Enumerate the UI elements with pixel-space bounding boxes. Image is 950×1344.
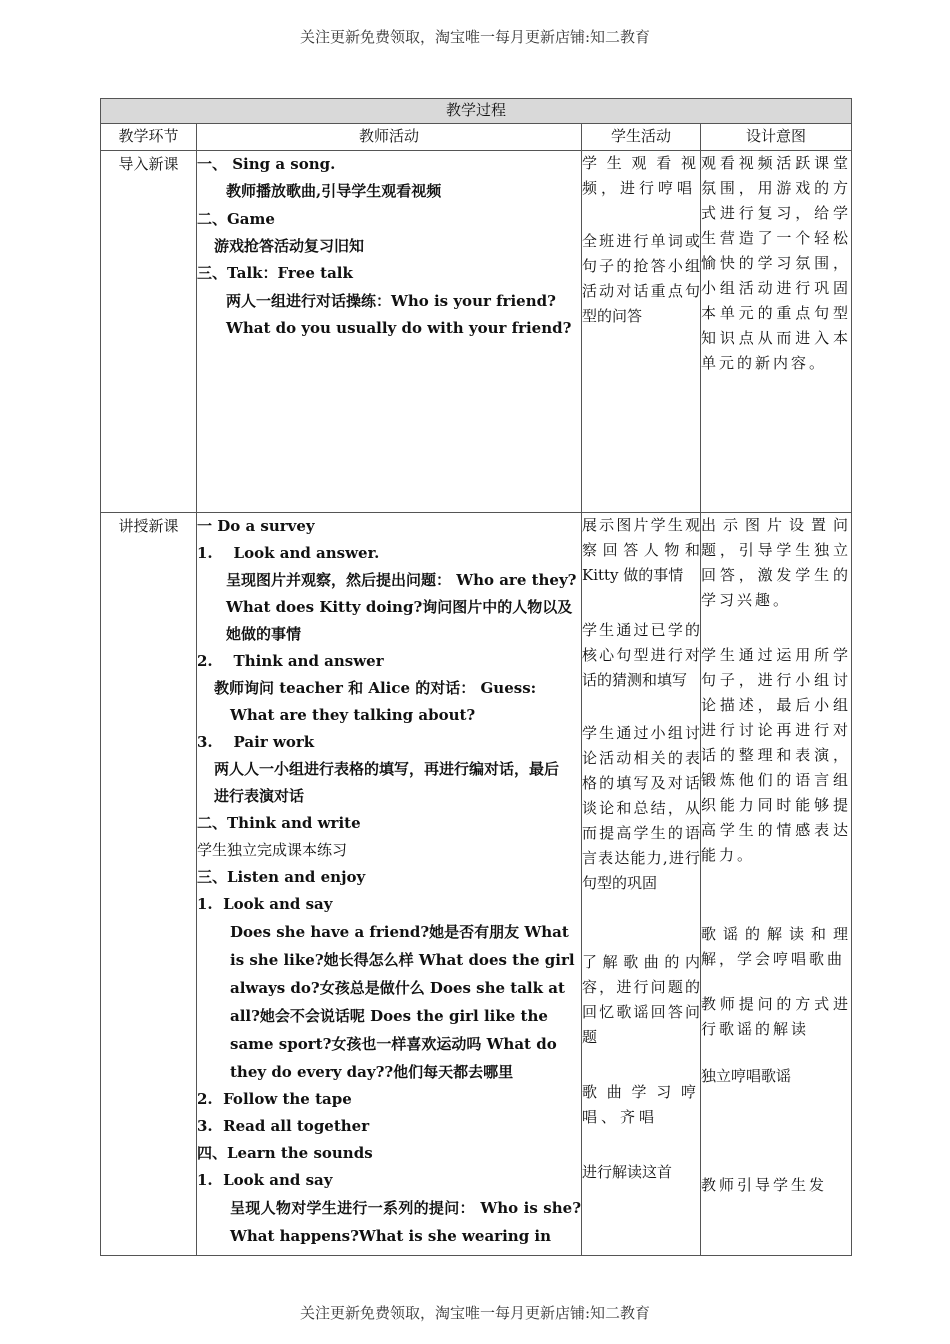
column-header-intent: 设计意图 xyxy=(701,124,852,151)
list-item: 二、Game xyxy=(197,210,275,228)
list-item: Does she have a friend?她是否有朋友 What is she like?她长得怎么样 What does the girl always do?女孩总是做什么 Does she talk at all?她会不会说话呢 Does the girl like the same sport?女孩也一样喜欢运动吗 What do they do every day??他们每天都去哪里 xyxy=(230,923,575,1081)
table-row xyxy=(101,513,852,1256)
design-intent-cell xyxy=(701,151,852,513)
table-title: 教学过程 xyxy=(101,99,852,124)
list-item: 学生通过小组讨论活动相关的表格的填写及对话谈论和总结，从而提高学生的语言表达能力,进行句型的巩固 xyxy=(582,724,700,892)
list-item: 呈现图片并观察，然后提出问题： Who are they?What does Kitty doing?询问图片中的人物以及她做的事情 xyxy=(226,571,577,643)
list-item: 出示图片设置问题，引导学生独立回答，激发学生的学习兴趣。 xyxy=(701,516,852,609)
stage-cell: 导入新课 xyxy=(101,151,197,513)
list-item: 1. Look and answer. xyxy=(197,544,380,562)
list-item: 学生观看视频，进行哼唱 xyxy=(582,154,700,197)
header-row xyxy=(101,124,852,151)
list-item: 游戏抢答活动复习旧知 xyxy=(214,237,365,255)
list-item: 教师提问的方式进行歌谣的解读 xyxy=(701,995,852,1038)
list-item: 了解歌曲的内容，进行问题的回忆歌谣回答问题 xyxy=(582,953,700,1046)
page-header: 关注更新免费领取，淘宝唯一每月更新店铺:知二教育 xyxy=(299,28,651,46)
list-item: 学生独立完成课本练习 xyxy=(197,841,348,859)
list-item: 学生通过已学的核心句型进行对话的猜测和填写 xyxy=(582,621,700,689)
list-item: 教师引导学生发 xyxy=(701,1176,828,1194)
list-item: 独立哼唱歌谣 xyxy=(701,1067,792,1085)
list-item: 观看视频活跃课堂氛围，用游戏的方式进行复习，给学生营造了一个轻松愉快的学习氛围，小组活动进行巩固本单元的重点句型知识点从而进入本单元的新内容。 xyxy=(701,154,852,372)
page-footer: 关注更新免费领取，淘宝唯一每月更新店铺:知二教育 xyxy=(299,1304,651,1322)
list-item: 1. Look and say xyxy=(197,895,333,913)
column-header-teacher: 教师活动 xyxy=(197,124,582,151)
list-item: 2. Think and answer xyxy=(197,652,384,670)
list-item: 一 Do a survey xyxy=(197,517,315,535)
design-intent-cell xyxy=(701,513,852,1256)
list-item: 三、Listen and enjoy xyxy=(197,868,366,886)
list-item: 歌谣的解读和理解，学会哼唱歌曲 xyxy=(701,925,852,968)
list-item: 进行解读这首 xyxy=(582,1163,673,1181)
list-item: 呈现人物对学生进行一系列的提问： Who is she?What happens?What is she wearing in xyxy=(230,1199,581,1245)
list-item: 教师询问 teacher 和 Alice 的对话： Guess: xyxy=(214,679,537,697)
list-item: 3. Pair work xyxy=(197,733,315,751)
list-item: 1. Look and say xyxy=(197,1171,333,1189)
list-item: 展示图片学生观察回答人物和 Kitty 做的事情 xyxy=(582,516,700,584)
list-item: 二、Think and write xyxy=(197,814,361,832)
list-item: 学生通过运用所学句子，进行小组讨论描述，最后小组进行讨论再进行对话的整理和表演，锻炼他们的语言组织能力同时能够提高学生的情感表达能力。 xyxy=(701,646,852,864)
column-header-stage: 教学环节 xyxy=(101,124,197,151)
list-item: 两人一组进行对话操练：Who is your friend? xyxy=(226,292,556,310)
list-item: What are they talking about? xyxy=(230,706,476,724)
list-item: 2. Follow the tape xyxy=(197,1090,352,1108)
student-activity-cell xyxy=(582,151,701,513)
list-item: 全班进行单词或句子的抢答小组活动对话重点句型的问答 xyxy=(582,232,700,325)
teacher-activity-cell xyxy=(197,513,582,1256)
stage-cell: 讲授新课 xyxy=(101,513,197,1256)
teaching-process-table xyxy=(100,98,852,1256)
list-item: 四、Learn the sounds xyxy=(197,1144,373,1162)
list-item: 三、Talk：Free talk xyxy=(197,264,353,282)
list-item: 教师播放歌曲,引导学生观看视频 xyxy=(226,182,442,200)
list-item: 一、 Sing a song. xyxy=(197,155,336,173)
table-row xyxy=(101,151,852,513)
student-activity-cell xyxy=(582,513,701,1256)
list-item: 3. Read all together xyxy=(197,1117,370,1135)
column-header-student: 学生活动 xyxy=(582,124,701,151)
list-item: What do you usually do with your friend? xyxy=(226,319,572,337)
teacher-activity-cell xyxy=(197,151,582,513)
list-item: 歌曲学习哼唱、齐唱 xyxy=(582,1083,700,1126)
list-item: 两人人一小组进行表格的填写，再进行编对话，最后进行表演对话 xyxy=(214,760,560,805)
